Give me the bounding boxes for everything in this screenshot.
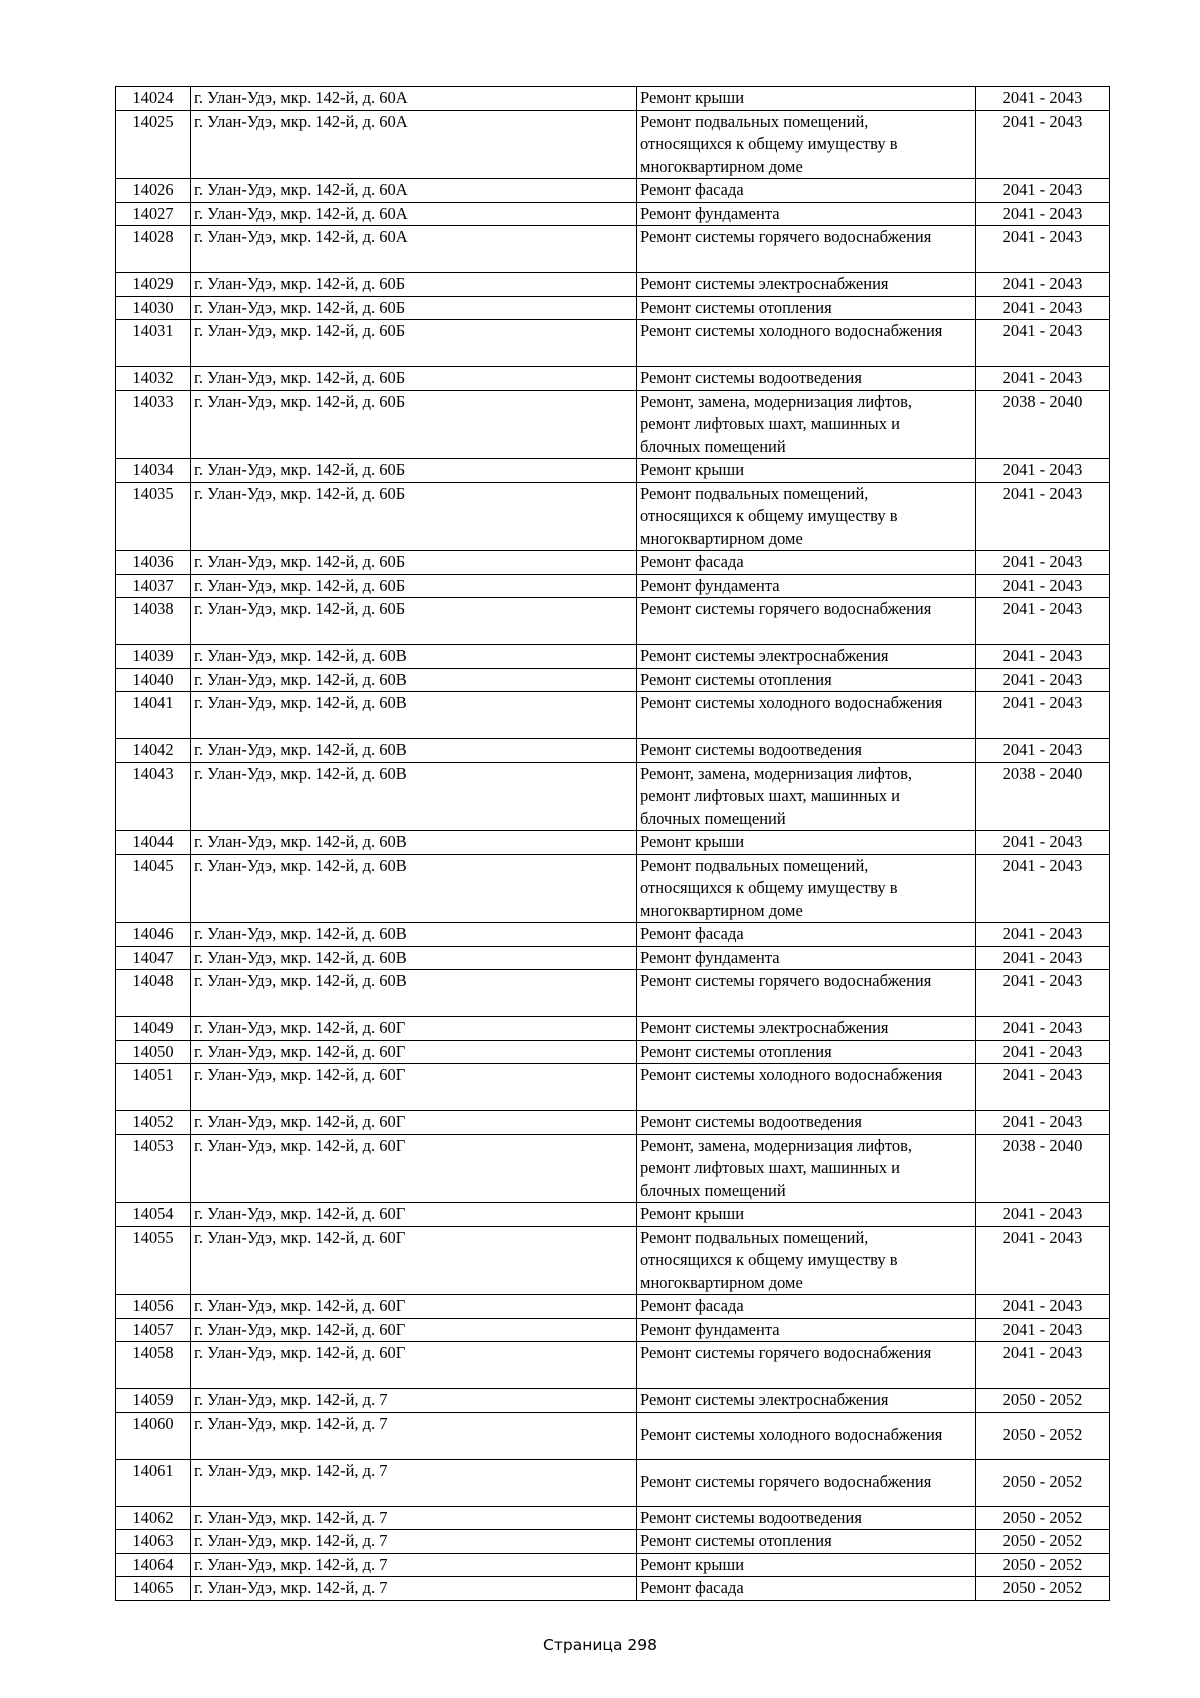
row-period: 2050 - 2052 (976, 1506, 1110, 1530)
row-number: 14027 (116, 202, 191, 226)
row-period: 2041 - 2043 (976, 946, 1110, 970)
row-number: 14050 (116, 1040, 191, 1064)
table-row (116, 831, 1110, 855)
row-work-type: Ремонт фундамента (637, 574, 976, 598)
row-address: г. Улан-Удэ, мкр. 142-й, д. 60В (191, 762, 637, 831)
table-row (116, 1295, 1110, 1319)
row-number: 14047 (116, 946, 191, 970)
table-row (116, 645, 1110, 669)
row-work-type: Ремонт крыши (637, 1203, 976, 1227)
table-row (116, 110, 1110, 179)
row-address: г. Улан-Удэ, мкр. 142-й, д. 60Б (191, 296, 637, 320)
row-number: 14060 (116, 1412, 191, 1459)
table-row (116, 668, 1110, 692)
row-period: 2041 - 2043 (976, 831, 1110, 855)
row-work-type: Ремонт фасада (637, 1577, 976, 1601)
row-period: 2050 - 2052 (976, 1412, 1110, 1459)
row-period: 2050 - 2052 (976, 1577, 1110, 1601)
row-work-type: Ремонт системы горячего водоснабжения (637, 1459, 976, 1506)
row-number: 14065 (116, 1577, 191, 1601)
row-work-type: Ремонт системы электроснабжения (637, 273, 976, 297)
table-row (116, 296, 1110, 320)
row-address: г. Улан-Удэ, мкр. 142-й, д. 60Г (191, 1134, 637, 1203)
row-address: г. Улан-Удэ, мкр. 142-й, д. 60В (191, 739, 637, 763)
table-row (116, 226, 1110, 273)
row-work-type: Ремонт системы отопления (637, 1530, 976, 1554)
row-period: 2050 - 2052 (976, 1530, 1110, 1554)
row-period: 2050 - 2052 (976, 1459, 1110, 1506)
table-row (116, 692, 1110, 739)
row-number: 14032 (116, 367, 191, 391)
row-number: 14040 (116, 668, 191, 692)
row-number: 14038 (116, 598, 191, 645)
row-number: 14024 (116, 87, 191, 111)
row-number: 14029 (116, 273, 191, 297)
row-period: 2050 - 2052 (976, 1553, 1110, 1577)
row-period: 2041 - 2043 (976, 459, 1110, 483)
row-work-type: Ремонт фундамента (637, 202, 976, 226)
row-address: г. Улан-Удэ, мкр. 142-й, д. 7 (191, 1577, 637, 1601)
row-work-type: Ремонт системы холодного водоснабжения (637, 1064, 976, 1111)
row-work-type: Ремонт системы горячего водоснабжения (637, 1342, 976, 1389)
row-period: 2041 - 2043 (976, 1318, 1110, 1342)
row-period: 2038 - 2040 (976, 1134, 1110, 1203)
row-address: г. Улан-Удэ, мкр. 142-й, д. 60Г (191, 1226, 637, 1295)
row-number: 14045 (116, 854, 191, 923)
row-work-type: Ремонт фасада (637, 551, 976, 575)
row-work-type: Ремонт крыши (637, 1553, 976, 1577)
row-number: 14030 (116, 296, 191, 320)
table-row (116, 1412, 1110, 1459)
row-period: 2041 - 2043 (976, 692, 1110, 739)
row-address: г. Улан-Удэ, мкр. 142-й, д. 60Г (191, 1203, 637, 1227)
row-address: г. Улан-Удэ, мкр. 142-й, д. 60В (191, 645, 637, 669)
row-address: г. Улан-Удэ, мкр. 142-й, д. 60Б (191, 551, 637, 575)
row-address: г. Улан-Удэ, мкр. 142-й, д. 60А (191, 110, 637, 179)
row-period: 2041 - 2043 (976, 482, 1110, 551)
row-work-type: Ремонт крыши (637, 87, 976, 111)
row-period: 2038 - 2040 (976, 390, 1110, 459)
row-number: 14034 (116, 459, 191, 483)
row-address: г. Улан-Удэ, мкр. 142-й, д. 60Б (191, 482, 637, 551)
table-row (116, 1040, 1110, 1064)
row-period: 2041 - 2043 (976, 87, 1110, 111)
row-number: 14044 (116, 831, 191, 855)
table-row (116, 1506, 1110, 1530)
row-period: 2041 - 2043 (976, 923, 1110, 947)
row-period: 2041 - 2043 (976, 970, 1110, 1017)
table-row (116, 1530, 1110, 1554)
table-row (116, 87, 1110, 111)
row-period: 2041 - 2043 (976, 179, 1110, 203)
row-number: 14042 (116, 739, 191, 763)
table-row (116, 273, 1110, 297)
row-address: г. Улан-Удэ, мкр. 142-й, д. 7 (191, 1530, 637, 1554)
row-address: г. Улан-Удэ, мкр. 142-й, д. 60Г (191, 1040, 637, 1064)
row-period: 2041 - 2043 (976, 1111, 1110, 1135)
row-period: 2041 - 2043 (976, 273, 1110, 297)
row-number: 14058 (116, 1342, 191, 1389)
row-period: 2041 - 2043 (976, 668, 1110, 692)
row-address: г. Улан-Удэ, мкр. 142-й, д. 60Б (191, 367, 637, 391)
row-period: 2041 - 2043 (976, 320, 1110, 367)
row-address: г. Улан-Удэ, мкр. 142-й, д. 60В (191, 692, 637, 739)
table-row (116, 1389, 1110, 1413)
table-row (116, 1017, 1110, 1041)
row-period: 2041 - 2043 (976, 226, 1110, 273)
table-row (116, 946, 1110, 970)
row-number: 14054 (116, 1203, 191, 1227)
row-number: 14053 (116, 1134, 191, 1203)
row-number: 14028 (116, 226, 191, 273)
row-number: 14033 (116, 390, 191, 459)
row-work-type: Ремонт фасада (637, 1295, 976, 1319)
table-row (116, 482, 1110, 551)
table-row (116, 923, 1110, 947)
row-address: г. Улан-Удэ, мкр. 142-й, д. 60Г (191, 1111, 637, 1135)
row-work-type: Ремонт, замена, модернизация лифтов, ремонт лифтовых шахт, машинных и блочных помещений (637, 1134, 976, 1203)
row-number: 14056 (116, 1295, 191, 1319)
row-work-type: Ремонт системы электроснабжения (637, 645, 976, 669)
row-work-type: Ремонт системы водоотведения (637, 367, 976, 391)
row-number: 14041 (116, 692, 191, 739)
row-work-type: Ремонт системы электроснабжения (637, 1389, 976, 1413)
row-address: г. Улан-Удэ, мкр. 142-й, д. 60В (191, 831, 637, 855)
row-number: 14039 (116, 645, 191, 669)
row-address: г. Улан-Удэ, мкр. 142-й, д. 60В (191, 923, 637, 947)
row-number: 14043 (116, 762, 191, 831)
row-work-type: Ремонт, замена, модернизация лифтов, ремонт лифтовых шахт, машинных и блочных помещений (637, 390, 976, 459)
table-row (116, 1111, 1110, 1135)
row-work-type: Ремонт крыши (637, 831, 976, 855)
row-number: 14051 (116, 1064, 191, 1111)
row-work-type: Ремонт системы холодного водоснабжения (637, 320, 976, 367)
row-number: 14036 (116, 551, 191, 575)
row-number: 14049 (116, 1017, 191, 1041)
row-number: 14026 (116, 179, 191, 203)
row-address: г. Улан-Удэ, мкр. 142-й, д. 60Б (191, 273, 637, 297)
row-address: г. Улан-Удэ, мкр. 142-й, д. 60Б (191, 390, 637, 459)
row-period: 2038 - 2040 (976, 762, 1110, 831)
table-row (116, 179, 1110, 203)
row-number: 14048 (116, 970, 191, 1017)
row-work-type: Ремонт подвальных помещений, относящихся к общему имуществу в многоквартирном доме (637, 854, 976, 923)
row-address: г. Улан-Удэ, мкр. 142-й, д. 60Г (191, 1318, 637, 1342)
row-number: 14063 (116, 1530, 191, 1554)
row-address: г. Улан-Удэ, мкр. 142-й, д. 60В (191, 668, 637, 692)
page-number: Страница 298 (543, 1636, 657, 1654)
table-row (116, 598, 1110, 645)
row-number: 14046 (116, 923, 191, 947)
row-address: г. Улан-Удэ, мкр. 142-й, д. 60Г (191, 1017, 637, 1041)
row-work-type: Ремонт системы холодного водоснабжения (637, 692, 976, 739)
table-row (116, 320, 1110, 367)
row-period: 2041 - 2043 (976, 854, 1110, 923)
row-work-type: Ремонт фундамента (637, 1318, 976, 1342)
row-number: 14035 (116, 482, 191, 551)
row-period: 2041 - 2043 (976, 367, 1110, 391)
row-period: 2041 - 2043 (976, 1295, 1110, 1319)
table-row (116, 1064, 1110, 1111)
row-number: 14064 (116, 1553, 191, 1577)
row-work-type: Ремонт системы водоотведения (637, 1506, 976, 1530)
row-work-type: Ремонт системы горячего водоснабжения (637, 970, 976, 1017)
row-address: г. Улан-Удэ, мкр. 142-й, д. 7 (191, 1389, 637, 1413)
row-work-type: Ремонт системы водоотведения (637, 739, 976, 763)
table-row (116, 854, 1110, 923)
row-period: 2041 - 2043 (976, 1064, 1110, 1111)
row-work-type: Ремонт фасада (637, 179, 976, 203)
row-work-type: Ремонт фасада (637, 923, 976, 947)
table-body (116, 87, 1110, 1601)
row-period: 2041 - 2043 (976, 551, 1110, 575)
row-period: 2041 - 2043 (976, 574, 1110, 598)
table-row (116, 367, 1110, 391)
row-number: 14025 (116, 110, 191, 179)
row-period: 2050 - 2052 (976, 1389, 1110, 1413)
row-period: 2041 - 2043 (976, 1342, 1110, 1389)
row-number: 14057 (116, 1318, 191, 1342)
row-work-type: Ремонт фундамента (637, 946, 976, 970)
table-row (116, 1342, 1110, 1389)
table-row (116, 1226, 1110, 1295)
row-work-type: Ремонт системы водоотведения (637, 1111, 976, 1135)
row-address: г. Улан-Удэ, мкр. 142-й, д. 60В (191, 946, 637, 970)
row-address: г. Улан-Удэ, мкр. 142-й, д. 60Б (191, 459, 637, 483)
table-row (116, 459, 1110, 483)
row-work-type: Ремонт крыши (637, 459, 976, 483)
row-work-type: Ремонт подвальных помещений, относящихся к общему имуществу в многоквартирном доме (637, 110, 976, 179)
table-row (116, 762, 1110, 831)
row-address: г. Улан-Удэ, мкр. 142-й, д. 60А (191, 202, 637, 226)
row-work-type: Ремонт системы отопления (637, 668, 976, 692)
row-work-type: Ремонт системы электроснабжения (637, 1017, 976, 1041)
repair-schedule-table (115, 86, 1110, 1601)
row-work-type: Ремонт системы горячего водоснабжения (637, 226, 976, 273)
table-row (116, 1134, 1110, 1203)
row-address: г. Улан-Удэ, мкр. 142-й, д. 60А (191, 226, 637, 273)
table-row (116, 1459, 1110, 1506)
row-work-type: Ремонт системы холодного водоснабжения (637, 1412, 976, 1459)
row-number: 14061 (116, 1459, 191, 1506)
row-number: 14055 (116, 1226, 191, 1295)
table-row (116, 1553, 1110, 1577)
row-number: 14037 (116, 574, 191, 598)
row-number: 14062 (116, 1506, 191, 1530)
row-work-type: Ремонт подвальных помещений, относящихся к общему имуществу в многоквартирном доме (637, 482, 976, 551)
table-row (116, 739, 1110, 763)
row-period: 2041 - 2043 (976, 110, 1110, 179)
row-address: г. Улан-Удэ, мкр. 142-й, д. 7 (191, 1459, 637, 1506)
row-period: 2041 - 2043 (976, 1203, 1110, 1227)
row-address: г. Улан-Удэ, мкр. 142-й, д. 7 (191, 1506, 637, 1530)
row-period: 2041 - 2043 (976, 645, 1110, 669)
row-address: г. Улан-Удэ, мкр. 142-й, д. 60Г (191, 1064, 637, 1111)
row-work-type: Ремонт подвальных помещений, относящихся к общему имуществу в многоквартирном доме (637, 1226, 976, 1295)
row-number: 14052 (116, 1111, 191, 1135)
row-period: 2041 - 2043 (976, 202, 1110, 226)
row-work-type: Ремонт, замена, модернизация лифтов, ремонт лифтовых шахт, машинных и блочных помещений (637, 762, 976, 831)
row-address: г. Улан-Удэ, мкр. 142-й, д. 7 (191, 1553, 637, 1577)
row-work-type: Ремонт системы горячего водоснабжения (637, 598, 976, 645)
row-address: г. Улан-Удэ, мкр. 142-й, д. 60Г (191, 1295, 637, 1319)
row-address: г. Улан-Удэ, мкр. 142-й, д. 60Б (191, 598, 637, 645)
row-address: г. Улан-Удэ, мкр. 142-й, д. 60Б (191, 320, 637, 367)
table-row (116, 390, 1110, 459)
row-number: 14031 (116, 320, 191, 367)
row-address: г. Улан-Удэ, мкр. 142-й, д. 60А (191, 87, 637, 111)
row-work-type: Ремонт системы отопления (637, 1040, 976, 1064)
row-period: 2041 - 2043 (976, 1017, 1110, 1041)
row-number: 14059 (116, 1389, 191, 1413)
row-period: 2041 - 2043 (976, 598, 1110, 645)
row-period: 2041 - 2043 (976, 739, 1110, 763)
row-address: г. Улан-Удэ, мкр. 142-й, д. 60А (191, 179, 637, 203)
table-row (116, 202, 1110, 226)
table-row (116, 574, 1110, 598)
row-period: 2041 - 2043 (976, 296, 1110, 320)
table-row (116, 1318, 1110, 1342)
row-address: г. Улан-Удэ, мкр. 142-й, д. 60В (191, 970, 637, 1017)
table-row (116, 1577, 1110, 1601)
row-address: г. Улан-Удэ, мкр. 142-й, д. 60В (191, 854, 637, 923)
row-address: г. Улан-Удэ, мкр. 142-й, д. 60Б (191, 574, 637, 598)
table-row (116, 970, 1110, 1017)
table-row (116, 551, 1110, 575)
row-address: г. Улан-Удэ, мкр. 142-й, д. 60Г (191, 1342, 637, 1389)
table-row (116, 1203, 1110, 1227)
row-period: 2041 - 2043 (976, 1040, 1110, 1064)
row-work-type: Ремонт системы отопления (637, 296, 976, 320)
row-address: г. Улан-Удэ, мкр. 142-й, д. 7 (191, 1412, 637, 1459)
row-period: 2041 - 2043 (976, 1226, 1110, 1295)
